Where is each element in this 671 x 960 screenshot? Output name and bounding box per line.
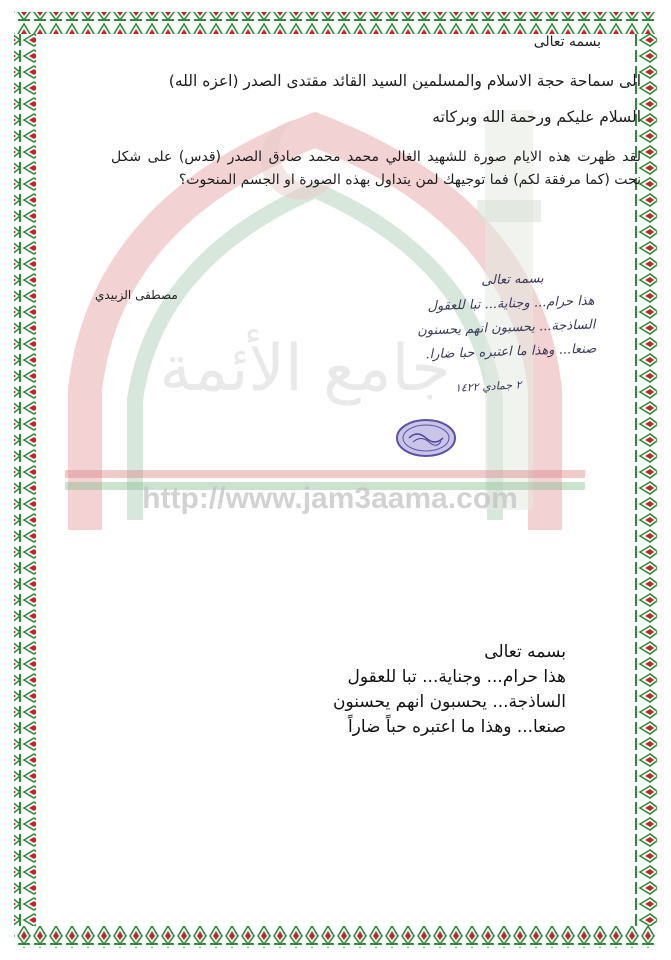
letter-greeting: السلام عليكم ورحمة الله وبركاته (432, 108, 641, 126)
transcription-line: هذا حرام... وجناية... تبا للعقول (347, 667, 566, 687)
border-left (14, 34, 36, 926)
border-bottom (14, 926, 657, 948)
handwritten-line: الساذجة... يحسبون انهم يحسنون (416, 317, 596, 339)
letter-salutation: بسمه تعالى (533, 34, 601, 50)
transcription-line: الساذجة... يحسبون انهم يحسنون (332, 692, 566, 712)
handwritten-line: هذا حرام... وجناية... تبا للعقول (427, 293, 595, 315)
handwritten-line: بسمه تعالى (480, 271, 544, 289)
transcription-line: بسمه تعالى (484, 642, 566, 662)
handwritten-reply (333, 265, 596, 370)
watermark-url: http://www.jam3aama.com (142, 482, 518, 515)
handwritten-line: صنعا... وهذا ما اعتبره حبا ضارا. (425, 341, 597, 363)
seal-stamp (395, 418, 457, 458)
transcription-line: صنعا... وهذا ما اعتبره حباً ضاراً (347, 717, 566, 737)
letter-body: لقد ظهرت هذه الايام صورة للشهيد الغالي محمد محمد صادق الصدر (قدس) على شكل نحت (كما مرفقة لكم) فما توجيهك لمن يتداول بهذه الصورة او الجسم المنحوت؟ (111, 149, 641, 188)
border-top (14, 12, 657, 34)
letter-signature: مصطفى الزبيدي (95, 288, 178, 302)
watermark-logo-text: جامع الأئمة (159, 332, 451, 406)
letter-addressee: الى سماحة حجة الاسلام والمسلمين السيد القائد مقتدى الصدر (اعزه الله) (168, 72, 641, 90)
handwritten-date: ٢ جمادي ١٤٢٢ (454, 378, 522, 395)
letter (111, 34, 641, 192)
typed-transcription (146, 640, 566, 740)
